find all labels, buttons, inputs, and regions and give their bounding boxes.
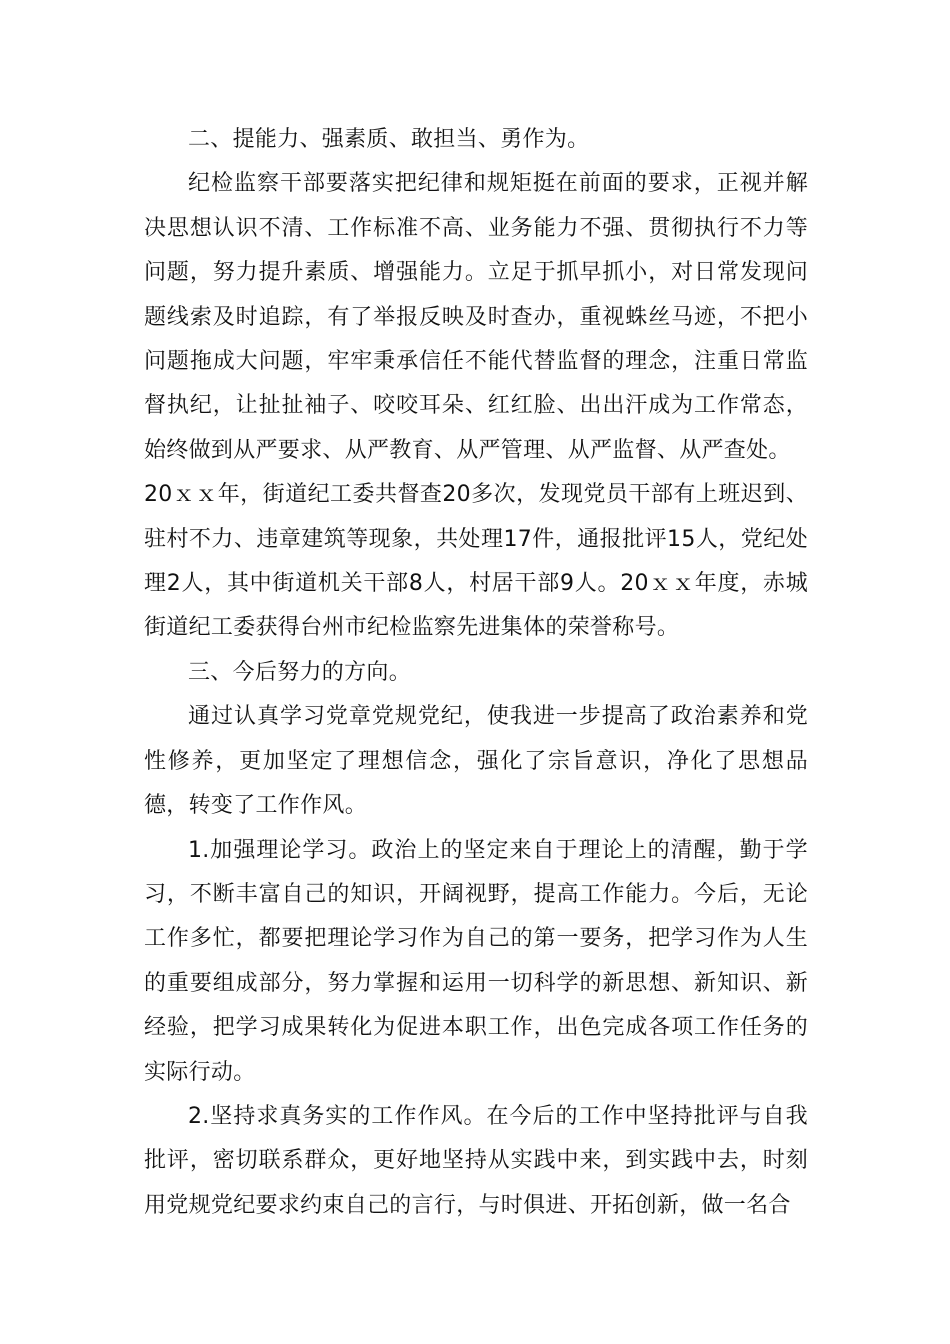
body-paragraph: 纪检监察干部要落实把纪律和规矩挺在前面的要求，正视并解决思想认识不清、工作标准不高、业务能力不强、贯彻执行不力等问题，努力提升素质、增强能力。立足于抓早抓小，对日常发现问题线索及时追踪，有了举报反映及时查办，重视蛛丝马迹，不把小问题拖成大问题，牢牢秉承信任不能代替监督的理念，注重日常监督执纪，让扯扯袖子、咬咬耳朵、红红脸、出出汗成为工作常态，始终做到从严要求、从严教育、从严管理、从严监督、从严查处。	[144, 171, 808, 463]
body-paragraph: 20ｘｘ年，街道纪工委共督查20多次，发现党员干部有上班迟到、驻村不力、违章建筑等现象，共处理17件，通报批评15人，党纪处理2人，其中街道机关干部8人，村居干部9人。20ｘｘ年度，赤城街道纪工委获得台州市纪检监察先进集体的荣誉称号。	[144, 482, 808, 641]
section-heading-2: 二、提能力、强素质、敢担当、勇作为。	[188, 127, 590, 152]
section-heading-3: 三、今后努力的方向。	[188, 659, 412, 685]
body-paragraph: 2.坚持求真务实的工作作风。在今后的工作中坚持批评与自我批评，密切联系群众，更好地坚持从实践中来，到实践中去，时刻用党规党纪要求约束自己的言行，与时俱进、开拓创新，做一名合	[144, 1103, 808, 1218]
document-body	[144, 118, 808, 1228]
body-paragraph: 通过认真学习党章党规党纪，使我进一步提高了政治素养和党性修养，更加坚定了理想信念，强化了宗旨意识，净化了思想品德，转变了工作作风。	[144, 704, 808, 819]
body-paragraph: 1.加强理论学习。政治上的坚定来自于理论上的清醒，勤于学习，不断丰富自己的知识，开阔视野，提高工作能力。今后，无论工作多忙，都要把理论学习作为自己的第一要务，把学习作为人生的重要组成部分，努力掌握和运用一切科学的新思想、新知识、新经验，把学习成果转化为促进本职工作，出色完成各项工作任务的实际行动。	[144, 837, 808, 1085]
